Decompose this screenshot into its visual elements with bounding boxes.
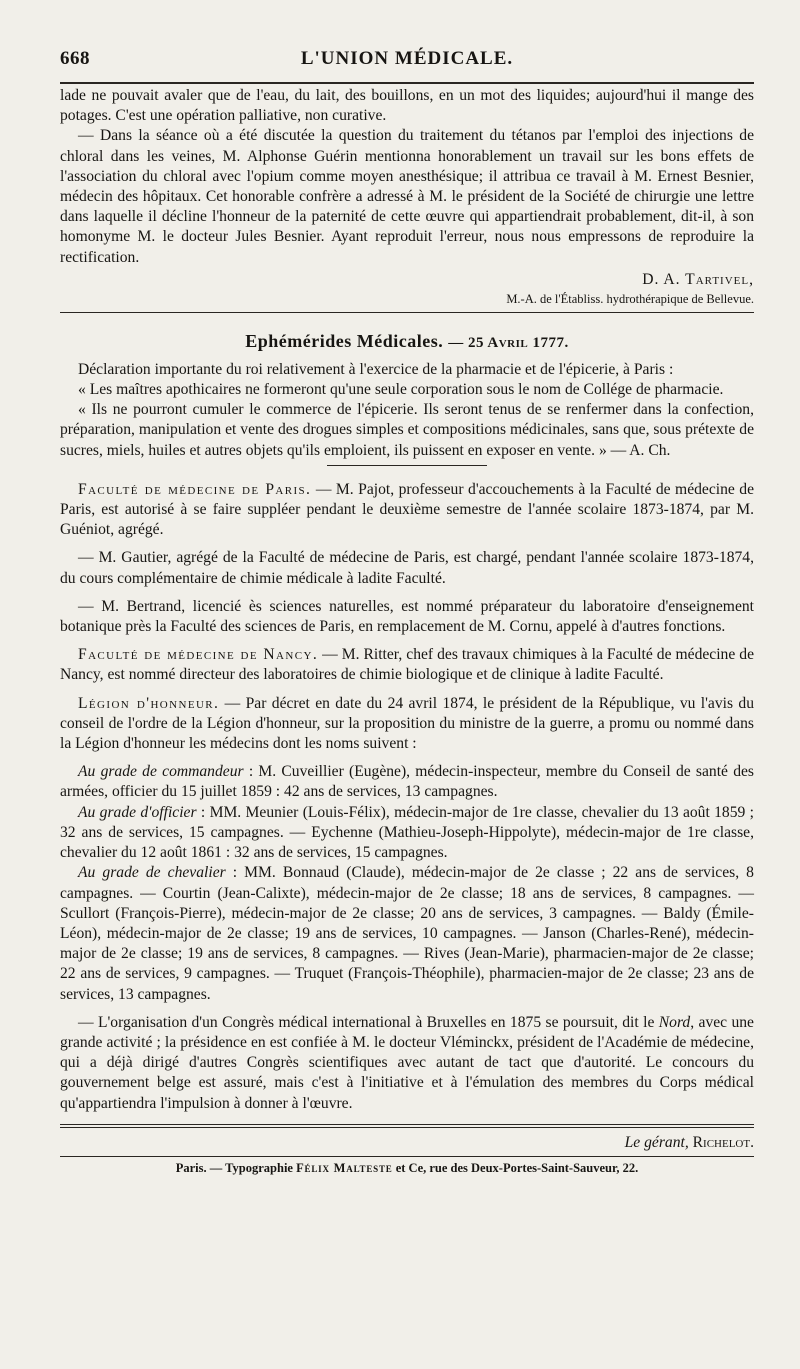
news-congres: [60, 1013, 754, 1114]
news-legion-label: Légion d'honneur.: [78, 694, 220, 712]
news-legion-text: — Par décret en date du 24 avril 1874, le président de la République, vu l'avis du conseil de l'ordre de la Légion d'honneur, sur la proposition du ministre de la guerre, a promu ou nommé dans la Légion d'honneur les médecins dont les noms suivent :: [60, 694, 754, 753]
journal-title: L'UNION MÉDICALE.: [300, 48, 514, 69]
commandeur-text: : M. Cuveillier (Eugène), médecin-inspecteur, membre du Conseil de santé des armées, officier du 15 juillet 1859 : 42 ans de services, 13 campagnes.: [60, 763, 754, 801]
ephemerides-paragraph-1: Déclaration importante du roi relativement à l'exercice de la pharmacie et de l'épicerie, à Paris :: [78, 360, 674, 378]
gerant-label: Le gérant,: [624, 1133, 689, 1151]
news-nancy-text: — M. Ritter, chef des travaux chimiques à la Faculté de médecine de Nancy, est nommé directeur des laboratoires de chimie biologique et de clinique à ladite Faculté.: [60, 646, 754, 684]
ephemerides-date: — 25 Avril 1777.: [448, 334, 569, 351]
footer-rule: [60, 1124, 754, 1128]
short-divider: [327, 465, 487, 466]
news-chevalier: [60, 863, 754, 1004]
imprint-post: et Ce, rue des Deux-Portes-Saint-Sauveur, 22.: [392, 1160, 639, 1175]
news-legion: [60, 694, 754, 755]
congres-pre: — L'organisation d'un Congrès médical international à Bruxelles en 1875 se poursuit, dit le: [78, 1013, 659, 1031]
news-nancy: [60, 645, 754, 685]
chevalier-text: : MM. Bonnaud (Claude), médecin-major de 2e classe ; 22 ans de services, 8 campagnes. — Courtin (Jean-Calixte), médecin-major de 2e classe; 18 ans de services, 8 campagnes. — Scullort (François-Pierre), médecin-major de 2e classe; 20 ans de services, 3 campagnes. — Baldy (Émile-Léon), médecin-major de 2e classe; 19 ans de services, 10 campagnes. — Janson (Charles-René), médecin-major de 2e classe; 19 ans de services, 8 campagnes. — Rives (Jean-Marie), pharmacien-major de 2e classe; 22 ans de services, 9 campagnes. — Truquet (François-Théophile), pharmacien-major de 2e classe; 23 ans de services, 13 campagnes.: [60, 864, 754, 1003]
congres-post: , avec une grande activité ; la présidence en est confiée à M. le docteur Vléminckx, président de l'Académie de médecine, qui a déjà dirigé d'autres Congrès scientifiques avec autant de tact que d'autorité. Le concours du gouvernement belge est assuré, mais c'est à l'initiative et à l'émulation des membres du Corps médical qu'appartiendra l'impulsion à donner à l'œuvre.: [60, 1013, 754, 1112]
imprint-pre: Paris. — Typographie: [175, 1160, 297, 1175]
page-header: [60, 40, 754, 74]
officier-text: : MM. Meunier (Louis-Félix), médecin-major de 1re classe, chevalier du 13 août 1859 ; 32 ans de services, 15 campagnes. — Eychenne (Mathieu-Joseph-Hippolyte), médecin-major de 1re classe, chevalier du 12 août 1861 : 32 ans de services, 15 campagnes.: [60, 803, 754, 862]
news-commandeur: [60, 762, 754, 802]
letter-paragraph-2: — Dans la séance où a été discutée la question du traitement du tétanos par l'emploi des injections de chloral dans les veines, M. Alphonse Guérin mentionna honorablement un travail sur les bons effets de l'association du chloral avec l'opium comme moyen anesthésique; il attribua ce travail à M. Ernest Besnier, médecin des hôpitaux. Cet honorable confrère a adressé à M. le président de la Société de chirurgie une lettre dans laquelle il décline l'honneur de la paternité de cette œuvre qui appartiendrait probablement, dit-il, à son homonyme M. le docteur Jules Besnier. Ayant reproduit l'erreur, nous nous empressons de reproduire la rectification.: [60, 127, 754, 266]
section-divider: [60, 312, 754, 313]
officier-label: Au grade d'officier: [78, 803, 197, 821]
news-officier: [60, 803, 754, 864]
signature-name: D. A. Tartivel,: [642, 270, 754, 288]
news-paris: [60, 480, 754, 541]
news-paris-label: Faculté de médecine de Paris.: [78, 480, 312, 498]
news-gautier: — M. Gautier, agrégé de la Faculté de médecine de Paris, est chargé, pendant l'année scolaire 1873-1874, du cours complémentaire de chimie médicale à ladite Faculté.: [60, 549, 754, 587]
news-bertrand: — M. Bertrand, licencié ès sciences naturelles, est nommé préparateur du laboratoire d'enseignement botanique près la Faculté des sciences de Paris, en remplacement de M. Cornu, appelé à d'autres fonctions.: [60, 597, 754, 636]
gerant-name: Richelot.: [692, 1133, 754, 1151]
ephemerides-heading: [60, 331, 754, 352]
letter-paragraph-1: lade ne pouvait avaler que de l'eau, du lait, des bouillons, en un mot des liquides; aujourd'hui il mange des potages. C'est une opération palliative, non curative.: [60, 87, 754, 125]
chevalier-label: Au grade de chevalier: [78, 864, 226, 882]
header-rule: [60, 82, 754, 84]
ephemerides-paragraph-3: « Ils ne pourront cumuler le commerce de l'épicerie. Ils seront tenus de se renfermer dans la confection, préparation, manipulation et vente des drogues simples et compositions médicinales, sans que, sous prétexte de sucres, miels, huiles et autres objets qu'ils emploient, ils puissent en exposer en vente. » — A. Ch.: [60, 401, 754, 459]
page-number: 668: [60, 48, 90, 69]
news-paris-text: — M. Pajot, professeur d'accouchements à la Faculté de médecine de Paris, est autorisé à se faire suppléer pendant le deuxième semestre de l'année scolaire 1873-1874, par M. Guéniot, agrégé.: [60, 480, 754, 539]
news-nancy-label: Faculté de médecine de Nancy.: [78, 646, 319, 664]
congres-paper: Nord: [658, 1013, 691, 1031]
ephemerides-paragraph-2: « Les maîtres apothicaires ne formeront qu'une seule corporation sous le nom de Collége de pharmacie.: [78, 381, 724, 399]
imprint-rule: [60, 1156, 754, 1157]
gerant-line: [60, 1134, 754, 1152]
imprint-name: Félix Malteste: [296, 1160, 393, 1175]
letter-signature: [60, 270, 754, 290]
signature-affiliation: M.-A. de l'Établiss. hydrothérapique de Bellevue.: [506, 291, 754, 306]
commandeur-label: Au grade de commandeur: [78, 763, 244, 781]
ephemerides-title: Ephémérides Médicales.: [245, 330, 444, 351]
imprint-line: [60, 1161, 754, 1176]
